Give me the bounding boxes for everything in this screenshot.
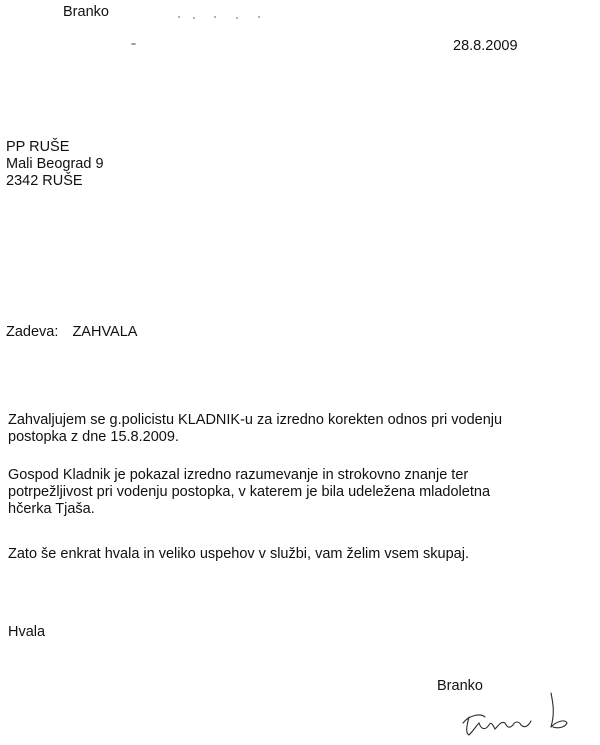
paragraph-line: Zato še enkrat hvala in veliko uspehov v službi, vam želim vsem skupaj. — [8, 546, 469, 562]
letter-date: 28.8.2009 — [453, 38, 518, 54]
subject-line — [6, 324, 137, 340]
paragraph-line: Zahvaljujem se g.policistu KLADNIK-u za izredno korekten odnos pri vodenju — [8, 412, 503, 428]
subject-label: Zadeva: — [6, 324, 59, 340]
recipient-address — [6, 139, 104, 190]
recipient-line: Mali Beograd 9 — [6, 156, 104, 172]
sender-name-header: Branko — [63, 4, 109, 20]
paragraph-line: hčerka Tjaša. — [8, 501, 95, 517]
recipient-line: 2342 RUŠE — [6, 173, 83, 189]
paragraph-line: Gospod Kladnik je pokazal izredno razumevanje in strokovno znanje ter — [8, 467, 469, 483]
paragraph-line: postopka z dne 15.8.2009. — [8, 429, 179, 445]
body-paragraph — [8, 412, 502, 446]
handwritten-signature — [455, 685, 575, 740]
paragraph-line: potrpežljivost pri vodenju postopka, v katerem je bila udeležena mladoletna — [8, 484, 491, 500]
recipient-line: PP RUŠE — [6, 139, 70, 155]
closing-text: Hvala — [8, 624, 46, 640]
body-paragraph — [8, 546, 469, 563]
subject-value: ZAHVALA — [72, 324, 138, 340]
sender-name-footer: Branko — [437, 678, 483, 694]
body-paragraph — [8, 467, 490, 518]
